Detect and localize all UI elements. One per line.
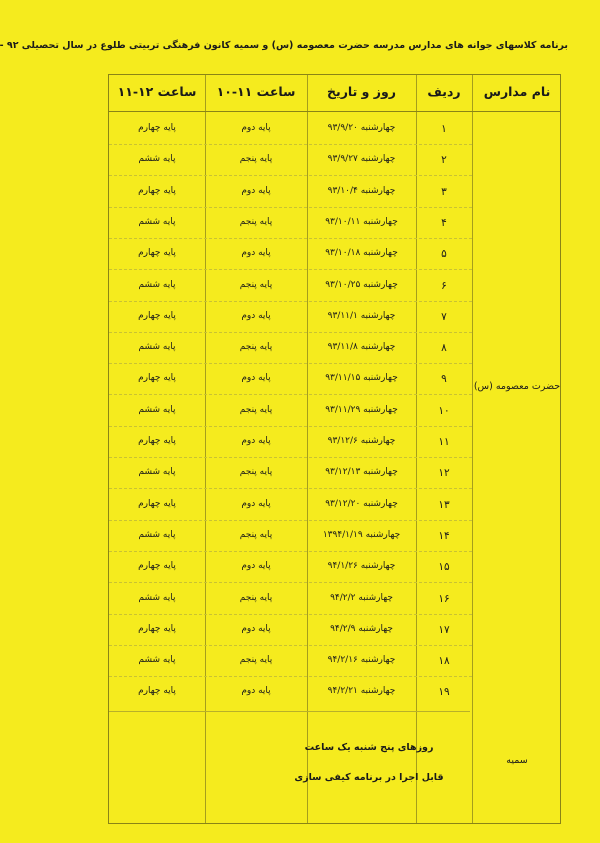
row-divider [109, 426, 472, 427]
header-slot1: ساعت ۱۱-۱۰ [216, 84, 296, 99]
row-number: ۱۳ [438, 498, 450, 511]
header-slot2: ساعت ۱۲-۱۱ [117, 84, 197, 99]
row-slot1: پایه دوم [241, 185, 271, 196]
header-date: روز و تاریخ [327, 84, 396, 99]
row-divider [109, 207, 472, 208]
row-divider [109, 645, 472, 646]
row-number: ۱۶ [438, 592, 450, 605]
header-row: ردیف [427, 84, 461, 99]
row-number: ۵ [441, 248, 447, 261]
row-slot2: پایه ششم [138, 154, 176, 165]
row-number: ۱۲ [438, 467, 450, 480]
row-date: چهارشنبه ۹۳/۱۰/۱۱ [325, 216, 398, 227]
row-slot1: پایه دوم [241, 561, 271, 572]
row-divider [109, 363, 472, 364]
row-slot2: پایه چهارم [138, 185, 176, 196]
row-divider [109, 551, 472, 552]
row-date: چهارشنبه ۹۴/۱/۲۶ [327, 561, 396, 572]
row-slot1: پایه پنجم [239, 154, 273, 165]
row-date: چهارشنبه ۹۳/۱۲/۶ [327, 436, 396, 446]
row-slot1: پایه دوم [241, 436, 271, 446]
row-divider [109, 457, 472, 458]
row-slot1: پایه پنجم [239, 467, 273, 478]
row-date: چهارشنبه ۹۴/۲/۱۶ [327, 655, 396, 666]
row-date: چهارشنبه ۹۳/۱۰/۲۵ [325, 279, 398, 290]
row-divider [109, 301, 472, 302]
row-date: چهارشنبه ۹۳/۱۱/۱ [327, 310, 396, 321]
page-title: برنامه کلاسهای جوانه های مدارس مدرسه حضرت معصومه (س) و سمیه کانون فرهنگی تربیتی طلوع در سال تحصیلی ۹۲ - [0, 40, 568, 51]
header-divider [109, 111, 560, 112]
row-slot2: پایه ششم [138, 529, 176, 540]
row-slot1: پایه دوم [241, 686, 271, 697]
row-date: چهارشنبه ۱۳۹۴/۱/۱۹ [322, 529, 401, 540]
row-slot1: پایه دوم [241, 248, 271, 259]
row-divider [109, 269, 472, 270]
schedule-table [108, 74, 561, 824]
column-divider [472, 75, 473, 823]
row-divider [109, 711, 470, 712]
row-divider [109, 175, 472, 176]
row-number: ۲ [441, 154, 447, 167]
row-divider [109, 520, 472, 521]
row-number: ۱۱ [438, 436, 450, 448]
row-date: چهارشنبه ۹۳/۱۱/۸ [327, 342, 396, 353]
header-schools: نام مدارس [483, 84, 551, 99]
row-divider [109, 676, 472, 677]
row-number: ۱۸ [438, 655, 450, 668]
row-slot2: پایه چهارم [138, 561, 176, 572]
row-slot1: پایه دوم [241, 123, 271, 133]
row-divider [109, 332, 472, 333]
row-slot1: پایه پنجم [239, 655, 273, 666]
row-slot2: پایه چهارم [138, 310, 176, 321]
row-slot2: پایه چهارم [138, 686, 176, 697]
row-slot1: پایه پنجم [239, 592, 273, 603]
row-slot1: پایه دوم [241, 623, 271, 634]
row-slot2: پایه ششم [138, 216, 176, 227]
row-divider [109, 238, 472, 239]
row-slot2: پایه چهارم [138, 436, 176, 446]
school-name-masoumeh: حضرت معصومه (س) [473, 381, 561, 392]
row-date: چهارشنبه ۹۳/۱۲/۲۰ [325, 498, 398, 509]
row-slot2: پایه ششم [138, 467, 176, 478]
row-number: ۱ [441, 123, 447, 135]
row-slot1: پایه پنجم [239, 529, 273, 540]
row-slot2: پایه ششم [138, 655, 176, 666]
school-name-somayeh: سمیه [506, 755, 528, 766]
row-number: ۶ [441, 279, 447, 292]
row-slot1: پایه دوم [241, 498, 271, 509]
note-quality-program: قابل اجرا در برنامه کیفی سازی [294, 772, 444, 783]
note-thursday: روزهای پنج شنبه یک ساعت [304, 742, 434, 753]
row-number: ۹ [441, 373, 447, 386]
row-slot2: پایه ششم [138, 279, 176, 290]
row-slot2: پایه چهارم [138, 498, 176, 509]
row-date: چهارشنبه ۹۳/۹/۲۰ [327, 123, 396, 133]
row-slot2: پایه ششم [138, 404, 176, 415]
row-date: چهارشنبه ۹۳/۱۱/۱۵ [325, 373, 398, 384]
row-slot1: پایه دوم [241, 373, 271, 384]
row-slot1: پایه پنجم [239, 216, 273, 227]
row-number: ۱۵ [438, 561, 450, 574]
row-date: چهارشنبه ۹۴/۲/۹ [330, 623, 393, 634]
row-number: ۳ [441, 185, 447, 198]
row-date: چهارشنبه ۹۴/۲/۲ [330, 592, 393, 603]
row-number: ۷ [441, 310, 447, 323]
row-slot2: پایه ششم [138, 592, 176, 603]
row-divider [109, 488, 472, 489]
row-number: ۱۴ [438, 529, 450, 542]
row-divider [109, 614, 472, 615]
row-slot1: پایه دوم [241, 310, 271, 321]
row-slot2: پایه چهارم [138, 373, 176, 384]
row-slot2: پایه چهارم [138, 248, 176, 259]
row-date: چهارشنبه ۹۳/۱۰/۴ [327, 185, 396, 196]
row-number: ۱۷ [438, 623, 450, 636]
row-number: ۸ [441, 342, 447, 355]
row-slot1: پایه پنجم [239, 404, 273, 415]
row-date: چهارشنبه ۹۳/۹/۲۷ [327, 154, 396, 165]
row-number: ۱۰ [438, 404, 450, 417]
row-divider [109, 144, 472, 145]
row-divider [109, 582, 472, 583]
row-number: ۴ [441, 216, 447, 229]
row-slot1: پایه پنجم [239, 342, 273, 353]
row-date: چهارشنبه ۹۴/۲/۲۱ [327, 686, 396, 697]
row-slot1: پایه پنجم [239, 279, 273, 290]
row-divider [109, 394, 472, 395]
row-date: چهارشنبه ۹۳/۱۱/۲۹ [325, 404, 398, 415]
row-date: چهارشنبه ۹۳/۱۲/۱۳ [325, 467, 398, 478]
row-slot2: پایه چهارم [138, 123, 176, 133]
row-number: ۱۹ [438, 686, 450, 699]
row-slot2: پایه چهارم [138, 623, 176, 634]
row-date: چهارشنبه ۹۳/۱۰/۱۸ [325, 248, 398, 259]
row-slot2: پایه ششم [138, 342, 176, 353]
